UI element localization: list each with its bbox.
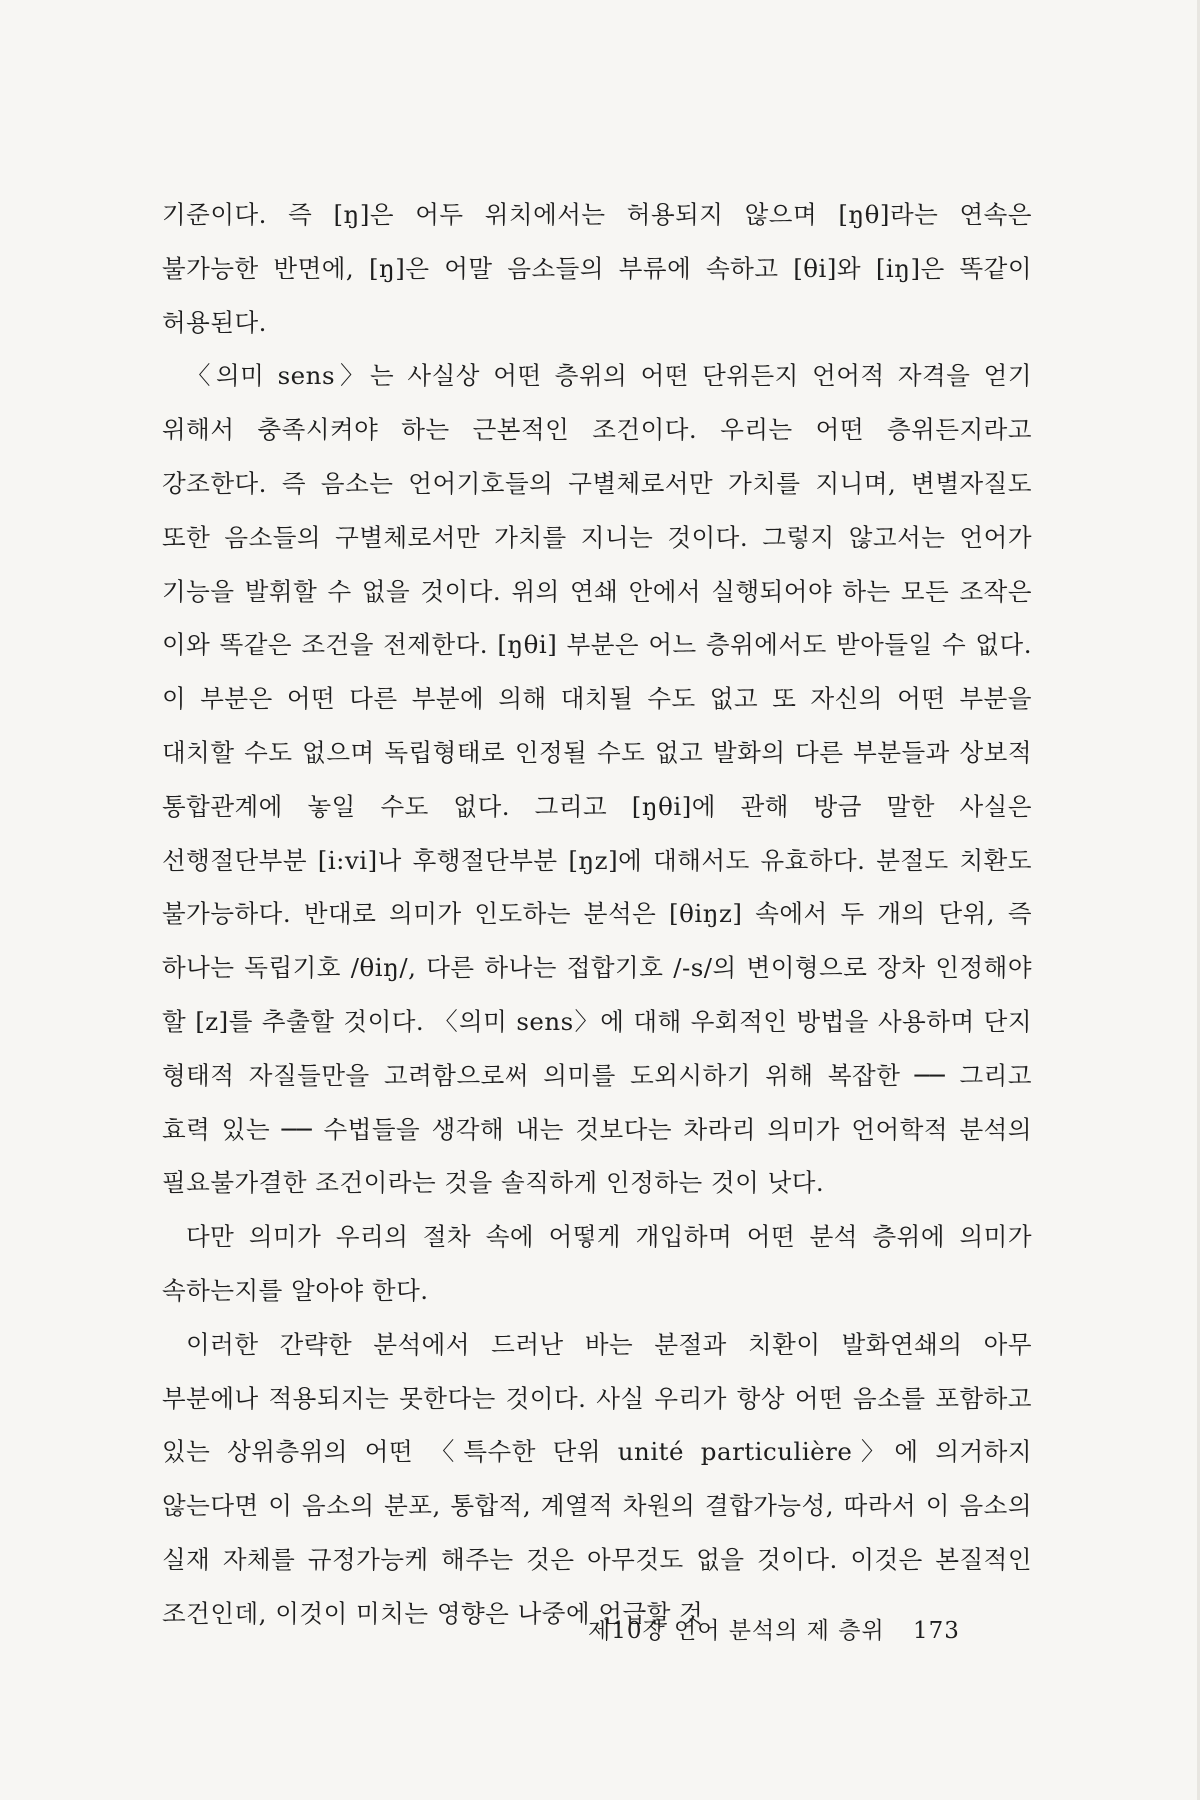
paragraph-4: 이러한 간략한 분석에서 드러난 바는 분절과 치환이 발화연쇄의 아무 부분에나 적용되지는 못한다는 것이다. 사실 우리가 항상 어떤 음소를 포함하고 있는 상위층위의 어떤 〈특수한 단위 unité particulière〉에 의거하지 않는다면 이 음소의 분포, 통합적, 계열적 차원의 결합가능성, 따라서 이 음소의 실재 자체를 규정가능케 해주는 것은 아무것도 없을 것이다. 이것은 본질적인 조건인데, 이것이 미치는 영향은 나중에 언급할 것 bbox=[162, 1329, 1032, 1628]
paragraph-3: 다만 의미가 우리의 절차 속에 어떻게 개입하며 어떤 분석 층위에 의미가 속하는지를 알아야 한다. bbox=[162, 1222, 1032, 1305]
running-title: 제10장 언어 분석의 제 층위 bbox=[588, 1618, 885, 1644]
body-text bbox=[162, 188, 1032, 1641]
page-footer bbox=[588, 1612, 960, 1645]
page-number: 173 bbox=[913, 1618, 960, 1644]
paragraph-2: 〈의미 sens〉는 사실상 어떤 층위의 어떤 단위든지 언어적 자격을 얻기 위해서 충족시켜야 하는 근본적인 조건이다. 우리는 어떤 층위든지라고 강조한다. 즉 음소는 언어기호들의 구별체로서만 가치를 지니며, 변별자질도 또한 음소들의 구별체로서만 가치를 지니는 것이다. 그렇지 않고서는 언어가 기능을 발휘할 수 없을 것이다. 위의 연쇄 안에서 실행되어야 하는 모든 조작은 이와 똑같은 조건을 전제한다. [ŋθi] 부분은 어느 층위에서도 받아들일 수 없다. 이 부분은 어떤 다른 부분에 의해 대치될 수도 없고 또 자신의 어떤 부분을 대치할 수도 없으며 독립형태로 인정될 수도 없고 발화의 다른 부분들과 상보적 통합관계에 놓일 수도 없다. 그리고 [ŋθi]에 관해 방금 말한 사실은 선행절단부분 [i:vi]나 후행절단부분 [ŋz]에 대해서도 유효하다. 분절도 치환도 불가능하다. 반대로 의미가 인도하는 분석은 [θiŋz] 속에서 두 개의 단위, 즉 하나는 독립기호 /θiŋ/, 다른 하나는 접합기호 /-s/의 변이형으로 장차 인정해야 할 [z]를 추출할 것이다. 〈의미 sens〉에 대해 우회적인 방법을 사용하며 단지 형태적 자질들만을 고려함으로써 의미를 도외시하기 위해 복잡한 ── 그리고 효력 있는 ── 수법들을 생각해 내는 것보다는 차라리 의미가 언어학적 분석의 필요불가결한 조건이라는 것을 솔직하게 인정하는 것이 낫다. bbox=[162, 361, 1032, 1198]
paragraph-1: 기준이다. 즉 [ŋ]은 어두 위치에서는 허용되지 않으며 [ŋθ]라는 연속은 불가능한 반면에, [ŋ]은 어말 음소들의 부류에 속하고 [θi]와 [iŋ]은 똑같이 허용된다. bbox=[162, 200, 1032, 337]
